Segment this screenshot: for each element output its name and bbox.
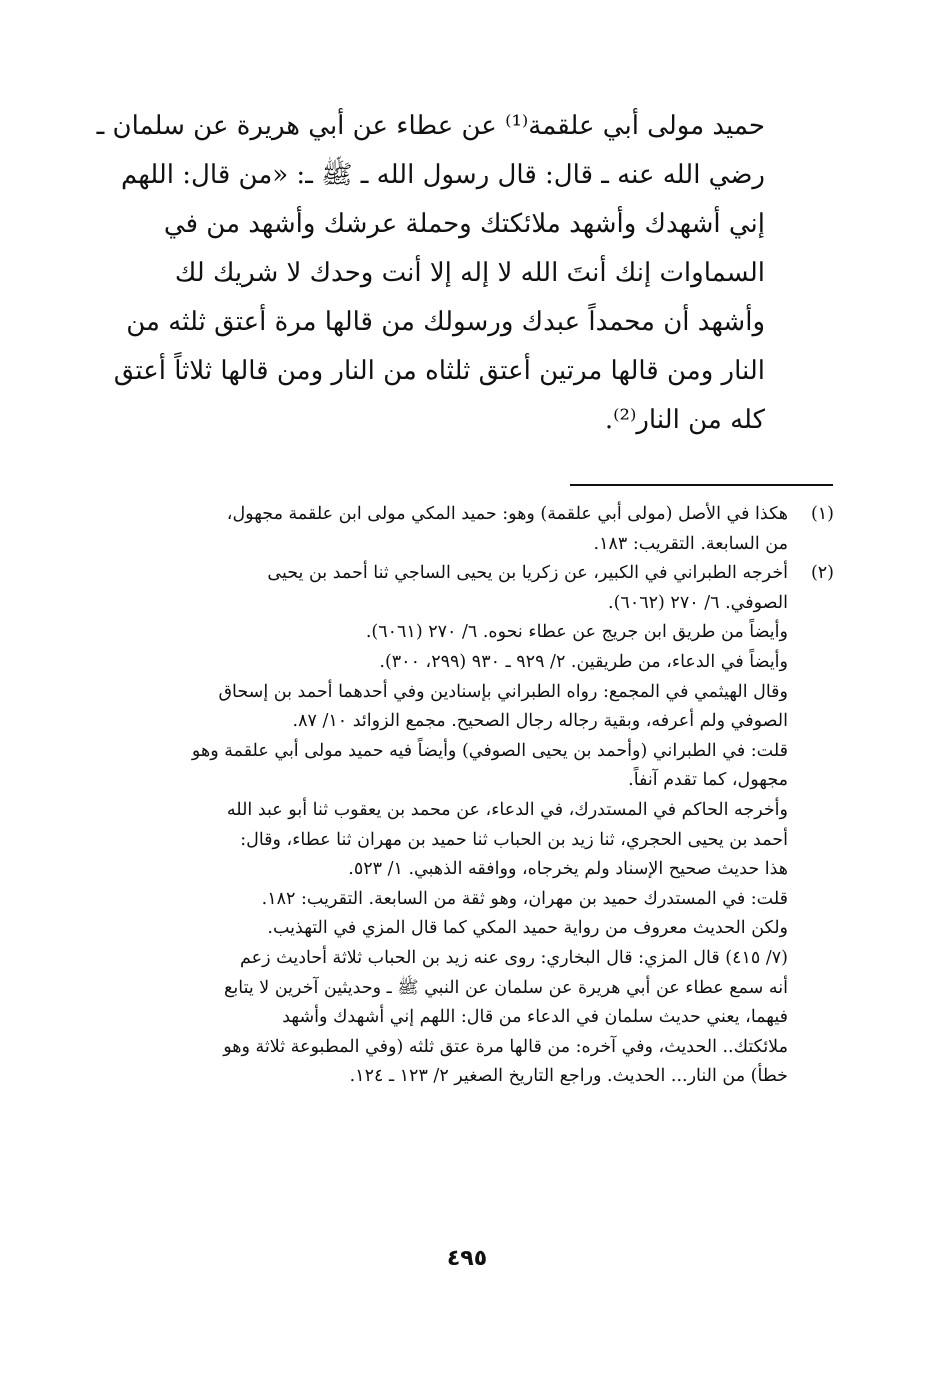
footnote-line: قلت: في المستدرك حميد بن مهران، وهو ثقة من السابعة. التقريب: ١٨٢. bbox=[261, 888, 788, 909]
main-text-line: رضي الله عنه ـ قال: قال رسول الله ـ ﷺ ـ: «من قال: اللهم bbox=[120, 160, 765, 190]
footnote-line: ولكن الحديث معروف من رواية حميد المكي كما قال المزي في التهذيب. bbox=[267, 918, 788, 939]
main-text-line: حميد مولى أبي علقمة⁽¹⁾ عن عطاء عن أبي هريرة عن سلمان ـ bbox=[96, 111, 765, 141]
footnote-number: (١) bbox=[810, 504, 834, 524]
main-text-line: كله من النار⁽²⁾. bbox=[604, 405, 765, 435]
footnote-line: الصوفي ولم أعرفه، وبقية رجاله رجال الصحيح. مجمع الزوائد ١٠/ ٨٧. bbox=[292, 711, 788, 732]
footnote-line: خطأ) من النار... الحديث. وراجع التاريخ الصغير ٢/ ١٢٣ ـ ١٢٤. bbox=[349, 1066, 788, 1087]
footnotes-section bbox=[146, 500, 834, 1092]
main-text-line: السماوات إنك أنتَ الله لا إله إلا أنت وحدك لا شريك لك bbox=[174, 258, 765, 288]
footnote-line: وقال الهيثمي في المجمع: رواه الطبراني بإسنادين وفي أحدهما أحمد بن إسحاق bbox=[218, 681, 788, 702]
footnote-body bbox=[146, 500, 788, 559]
footnote-number: (٢) bbox=[810, 563, 834, 584]
footnote-line: فيهما، يعني حديث سلمان في الدعاء من قال: اللهم إني أشهدك وأشهد bbox=[282, 1007, 788, 1028]
footnote-body bbox=[146, 559, 788, 1092]
footnote-line: من السابعة. التقريب: ١٨٣. bbox=[593, 533, 788, 554]
footnote-divider bbox=[570, 484, 833, 486]
footnote-line: أنه سمع عطاء عن أبي هريرة عن سلمان عن النبي ﷺ ـ وحديثين آخرين لا يتابع bbox=[224, 977, 788, 998]
footnote-2 bbox=[146, 559, 834, 1092]
main-text-line: النار ومن قالها مرتين أعتق ثلثاه من النار ومن قالها ثلاثاً أعتق bbox=[113, 356, 765, 386]
footnote-line: أحمد بن يحيى الحجري، ثنا زيد بن الحباب ثنا حميد بن مهران ثنا عطاء، وقال: bbox=[240, 829, 788, 850]
footnote-line: ملائكتك.. الحديث، وفي آخره: من قالها مرة عتق ثلثه (وفي المطبوعة ثلاثة وهو bbox=[223, 1036, 788, 1057]
main-text-line: إني أشهدك وأشهد ملائكتك وحملة عرشك وأشهد من في bbox=[163, 209, 765, 239]
footnote-line: هكذا في الأصل (مولى أبي علقمة) وهو: حميد المكي مولى ابن علقمة مجهول، bbox=[226, 504, 788, 524]
footnote-line: وأيضاً في الدعاء، من طريقين. ٢/ ٩٢٩ ـ ٩٣٠ (٢٩٩، ٣٠٠). bbox=[379, 651, 788, 672]
page-number: ٤٩٥ bbox=[446, 1246, 488, 1271]
main-text-line: وأشهد أن محمداً عبدك ورسولك من قالها مرة أعتق ثلثه من bbox=[126, 307, 765, 337]
footnote-line: وأيضاً من طريق ابن جريج عن عطاء نحوه. ٦/ ٢٧٠ (٦٠٦١). bbox=[365, 622, 788, 643]
footnote-line: أخرجه الطبراني في الكبير، عن زكريا بن يحيى الساجي ثنا أحمد بن يحيى bbox=[267, 563, 788, 584]
footnote-line: هذا حديث صحيح الإسناد ولم يخرجاه، ووافقه الذهبي. ١/ ٥٢٣. bbox=[348, 859, 788, 880]
footnote-line: مجهول، كما تقدم آنفاً. bbox=[628, 770, 788, 791]
footnote-1 bbox=[146, 500, 834, 559]
footnote-line: قلت: في الطبراني (وأحمد بن يحيى الصوفي) وأيضاً فيه حميد مولى أبي علقمة وهو bbox=[191, 740, 788, 761]
footnote-line: الصوفي. ٦/ ٢٧٠ (٦٠٦٢). bbox=[608, 592, 788, 613]
footnote-line: (٧/ ٤١٥) قال المزي: قال البخاري: روى عنه زيد بن الحباب ثلاثة أحاديث زعم bbox=[240, 947, 788, 968]
main-text-block bbox=[96, 102, 765, 445]
footnote-line: وأخرجه الحاكم في المستدرك، في الدعاء، عن محمد بن يعقوب ثنا أبو عبد الله bbox=[226, 799, 788, 820]
